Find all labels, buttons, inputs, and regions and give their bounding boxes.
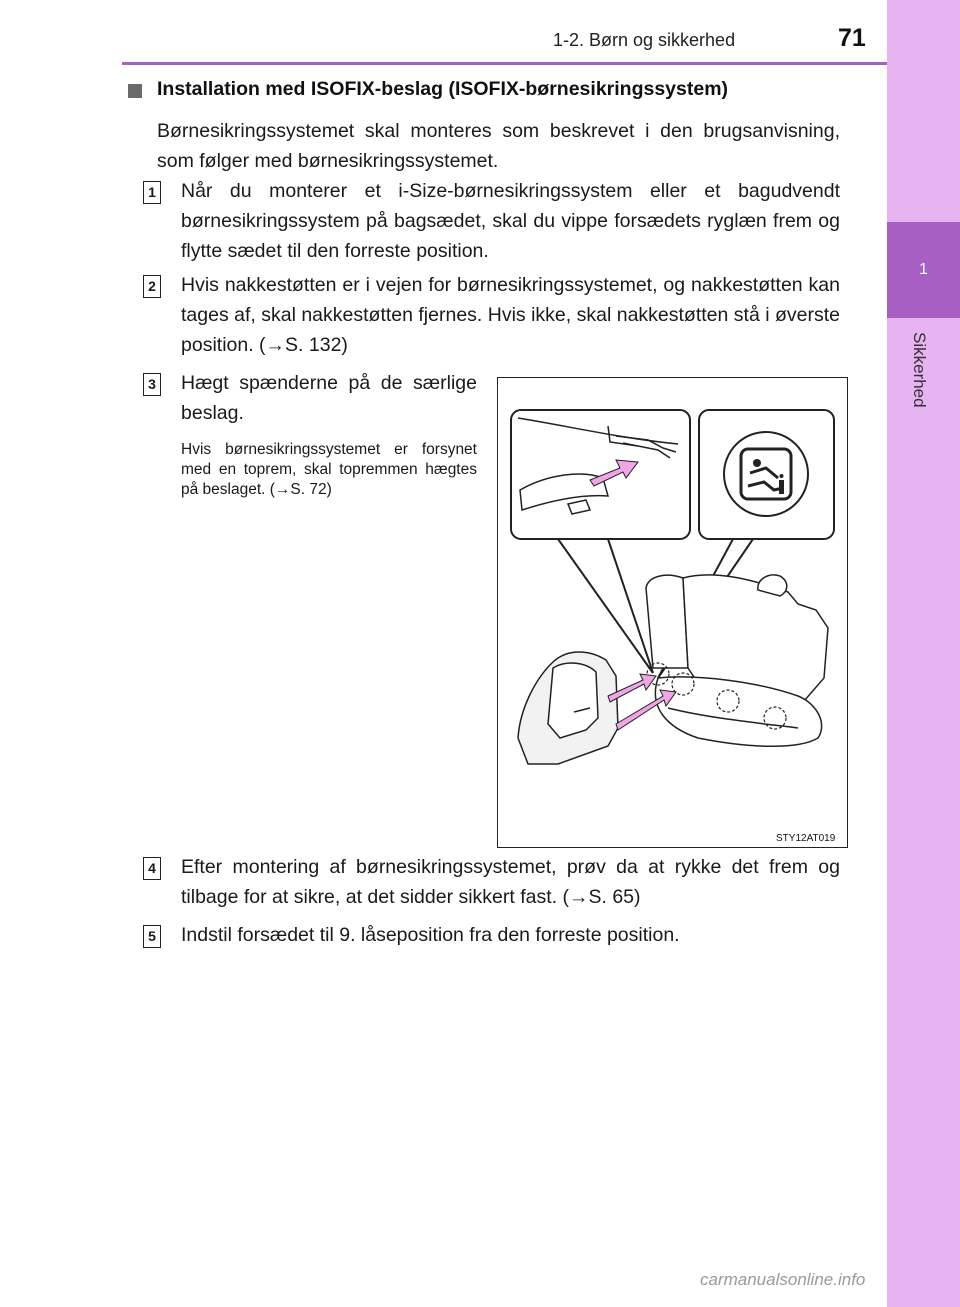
- heading-square-icon: [128, 84, 142, 98]
- callout-anchor-bubble: [511, 410, 690, 539]
- step-text-5: Indstil forsædet til 9. låseposition fra den forreste position.: [181, 924, 680, 946]
- chapter-sidebar: [887, 0, 960, 1307]
- step-text-4: Efter montering af børnesikringssystemet, prøv da at rykke det frem og tilbage for at sikre, at det sidder sikkert fast. (→S. 65): [181, 856, 840, 908]
- section-title: 1-2. Børn og sikkerhed: [553, 30, 736, 50]
- page-number: 71: [838, 24, 866, 52]
- step-text-2: Hvis nakkestøtten er i vejen for børnesikringssystemet, og nakkestøtten kan tages af, skal nakkestøtten fjernes. Hvis ikke, skal nakkestøtten stå i øverste position. (→S. 132): [181, 274, 840, 356]
- section-heading: Installation med ISOFIX-beslag (ISOFIX-børnesikringssystem): [157, 78, 729, 100]
- step-number-1: 1: [143, 181, 161, 204]
- header-rule: [122, 62, 887, 65]
- step-note-3: Hvis børnesikringssystemet er forsynet med en toprem, skal topremmen hægtes på beslaget. (→S. 72): [181, 441, 477, 498]
- isofix-illustration: [497, 377, 848, 848]
- chapter-label: Sikkerhed: [910, 332, 929, 408]
- step-number-4: 4: [143, 857, 161, 880]
- arrow-icon-small: [590, 460, 638, 486]
- rear-seat-drawing: [646, 575, 828, 746]
- isofix-illustration-svg: [498, 378, 847, 847]
- anchor-detail: [518, 418, 678, 514]
- step-number-3: 3: [143, 373, 161, 396]
- step-number-5: 5: [143, 925, 161, 948]
- child-seat-drawing: [518, 652, 618, 764]
- step-number-2: 2: [143, 275, 161, 298]
- chapter-number-tab: 1: [887, 222, 960, 318]
- step-text-3: Hægt spænderne på de særlige beslag.: [181, 372, 477, 424]
- intro-paragraph: Børnesikringssystemet skal monteres som beskrevet i den brugsanvisning, som følger med børnesikringssystemet.: [157, 120, 840, 172]
- isofix-symbol-icon: [724, 432, 808, 516]
- watermark: carmanualsonline.info: [700, 1270, 866, 1289]
- step-text-1: Når du monterer et i-Size-børnesikringssystem eller et bagudvendt børnesikringssystem på bagsædet, skal du vippe forsædets ryglæn frem og flytte sædet til den forreste position.: [181, 180, 840, 262]
- figure-code: STY12AT019: [776, 833, 836, 844]
